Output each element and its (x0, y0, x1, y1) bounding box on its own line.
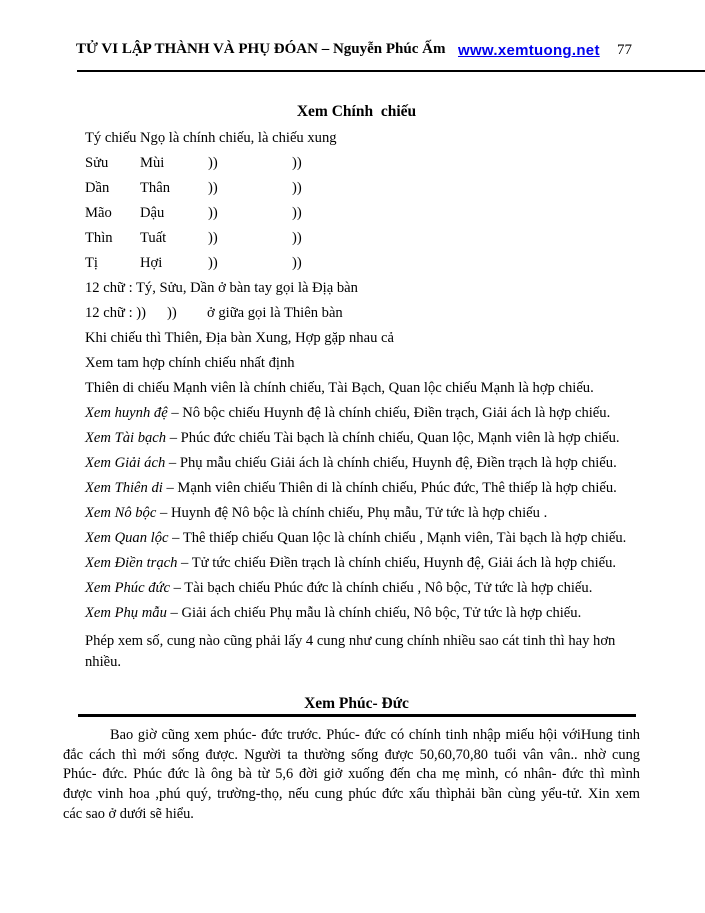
palm-table-cell: )) (292, 255, 302, 271)
palm-table-cell: )) (292, 155, 302, 171)
palm-table-row (85, 155, 645, 180)
palm-table-cell: )) (208, 155, 218, 171)
palm-table-cell: Mùi (140, 155, 165, 171)
header-title: TỬ VI LẬP THÀNH VÀ PHỤ ĐÓAN – Nguyễn Phúc Ấm (76, 41, 446, 57)
phuc-duc-paragraph (63, 726, 640, 825)
text-line: Khi chiếu thì Thiên, Địa bàn Xung, Hợp gặp nhau cả (85, 330, 394, 346)
palm-table-cell: )) (292, 205, 302, 221)
paragraph-line: Bao giờ cũng xem phúc- đức trước. Phúc- đức có chính tinh nhập miếu hội vớiHung tinh (110, 727, 640, 743)
palm-table-cell: )) (208, 205, 218, 221)
closing-paragraph (85, 631, 633, 672)
page-number: 77 (617, 42, 632, 58)
xem-rule-line: Xem Điền trạch – Tử tức chiếu Điền trạch là chính chiếu, Huynh đệ, Giải ách là hợp chiếu. (85, 555, 617, 571)
header-divider-rule (77, 70, 705, 72)
palm-table-row (85, 230, 645, 255)
palm-table-cell: Tý chiếu (85, 130, 137, 146)
xem-rule-lead: Xem huynh đệ (85, 405, 168, 421)
xem-rule-line: Xem Tài bạch – Phúc đức chiếu Tài bạch là chính chiếu, Quan lộc, Mạnh viên là hợp chiếu. (85, 430, 620, 446)
palm-table-row (85, 255, 645, 280)
xem-rule-line: Xem Quan lộc – Thê thiếp chiếu Quan lộc là chính chiếu , Mạnh viên, Tài bạch là hợp chiếu. (85, 530, 627, 546)
line-12-chu-cell: )) (167, 305, 177, 321)
xem-rule-lead: Xem Phúc đức (85, 580, 170, 596)
palm-table-cell: Mão (85, 205, 112, 221)
palm-table-cell: Hợi (140, 255, 163, 271)
line-12-chu-cell: ở giữa gọi là Thiên bàn (207, 305, 343, 321)
closing-line: nhiều. (85, 653, 122, 670)
xem-rule-lead: Xem Điền trạch (85, 555, 178, 571)
xem-rule-line: Xem Phụ mẫu – Giải ách chiếu Phụ mẫu là chính chiếu, Nô bộc, Tử tức là hợp chiếu. (85, 605, 582, 621)
palm-table-cell: )) (292, 180, 302, 196)
palm-table-cell: )) (292, 230, 302, 246)
line-12-chu-dia-ban: 12 chữ : Tý, Sửu, Dần ở bàn tay gọi là Địạ bàn (85, 280, 358, 296)
xem-rule-lead: Xem Thiên di (85, 480, 163, 496)
xem-rule-line: Xem Giải ách – Phụ mẫu chiếu Giải ách là chính chiếu, Huynh đệ, Điền trạch là hợp chiếu. (85, 455, 617, 471)
section-heading-chinh-chieu: Xem Chính chiếu (296, 103, 417, 120)
palm-table-row (85, 205, 645, 230)
line-12-chu-thien-ban (85, 305, 645, 330)
section-heading-phuc-duc: Xem Phúc- Đức (304, 695, 409, 712)
paragraph-line: đắc cách thì mới sống được. Người ta thường sống được 50,60,70,80 tuổi vân vân.. nhờ cung (63, 746, 640, 763)
palm-table-cell: Dần (85, 180, 110, 196)
palm-table-cell: Tị (85, 255, 98, 271)
palm-table-cell: )) (208, 255, 218, 271)
text-line: Xem tam hợp chính chiếu nhất định (85, 355, 295, 371)
paragraph-line: Phúc- đức. Phúc đức là ông bà từ 5,6 đời giở xuống đến cha mẹ mình, có nhân- đức thì mình (63, 766, 640, 783)
xem-rule-lead: Xem Giải ách (85, 455, 166, 471)
section-divider-rule (78, 714, 636, 717)
palm-table-row (85, 130, 645, 155)
xem-rule-line: Xem Thiên di – Mạnh viên chiếu Thiên di là chính chiếu, Phúc đức, Thê thiếp là hợp chiếu. (85, 480, 617, 496)
line-12-chu-cell: 12 chữ : )) (85, 305, 146, 321)
chinh-chieu-content (85, 130, 645, 630)
xem-rule-lead: Xem Phụ mẫu (85, 605, 167, 621)
xem-rule-lead: Xem Nô bộc (85, 505, 157, 521)
paragraph-line: các sao ở dưới sẽ hiểu. (63, 805, 194, 822)
palm-table-cell: )) (208, 180, 218, 196)
text-line: Thiên di chiếu Mạnh viên là chính chiếu, Tài Bạch, Quan lộc chiếu Mạnh là hợp chiếu. (85, 380, 594, 396)
palm-table-cell: Dậu (140, 205, 165, 221)
palm-table-row (85, 180, 645, 205)
xem-rule-lead: Xem Tài bạch (85, 430, 167, 446)
xem-rule-lead: Xem Quan lộc (85, 530, 169, 546)
closing-line: Phép xem số, cung nào cũng phải lấy 4 cung như cung chính nhiều sao cát tinh thì hay hơn (85, 633, 616, 649)
palm-table-cell: Sửu (85, 155, 109, 171)
palm-table-cell: Ngọ là chính chiếu, là chiếu xung (140, 130, 337, 146)
palm-table-cell: Tuất (140, 230, 167, 246)
xem-rule-line: Xem huynh đệ – Nô bộc chiếu Huynh đệ là chính chiếu, Điền trạch, Giải ách là hợp chiếu. (85, 405, 611, 421)
palm-table-cell: Thân (140, 180, 170, 196)
xem-rule-line: Xem Phúc đức – Tài bạch chiếu Phúc đức là chính chiếu , Nô bộc, Tử tức là hợp chiếu. (85, 580, 593, 596)
paragraph-line: được vinh hoa ,phú quý, trường-thọ, nếu cung phúc đức xấu thìphải bần cùng yểu-tử. Xin xem (63, 786, 640, 803)
header-website-link[interactable]: www.xemtuong.net (458, 42, 600, 59)
palm-table-cell: )) (208, 230, 218, 246)
palm-table-cell: Thìn (85, 230, 113, 246)
xem-rule-line: Xem Nô bộc – Huynh đệ Nô bộc là chính chiếu, Phụ mẫu, Tử tức là hợp chiếu . (85, 505, 548, 521)
